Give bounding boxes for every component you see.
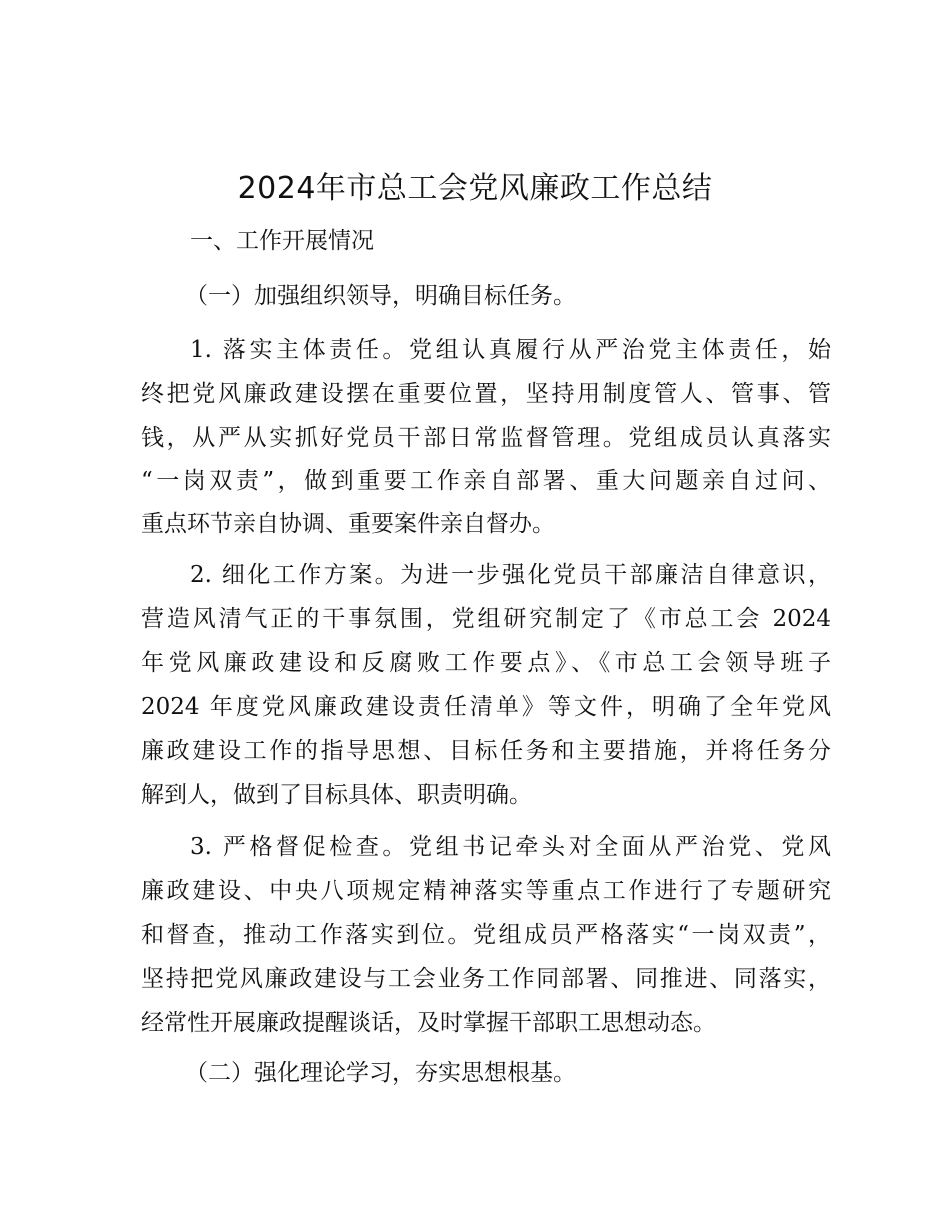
paragraph-line: 终把党风廉政建设摆在重要位置，坚持用制度管人、管事、管 — [141, 381, 831, 407]
paragraph-line: 3. 严格督促检查。党组书记牵头对全面从严治党、党风 — [190, 834, 831, 860]
paragraph-line: 和督查，推动工作落实到位。党组成员严格落实“一岗双责”， — [141, 922, 831, 948]
paragraph-line: 年党风廉政建设和反腐败工作要点》、《市总工会领导班子 — [141, 650, 831, 676]
paragraph-line: 重点环节亲自协调、重要案件亲自督办。 — [141, 511, 555, 537]
section-heading-1: 一、工作开展情况 — [190, 228, 374, 254]
paragraph-line: 钱，从严从实抓好党员干部日常监督管理。党组成员认真落实 — [141, 425, 831, 451]
paragraph-line: 2024 年度党风廉政建设责任清单》等文件，明确了全年党风 — [141, 694, 831, 720]
paragraph-line: 1. 落实主体责任。党组认真履行从严治党主体责任，始 — [190, 337, 831, 363]
paragraph-line: 廉政建设、中央八项规定精神落实等重点工作进行了专题研究 — [141, 878, 831, 904]
document-title: 2024年市总工会党风廉政工作总结 — [237, 171, 713, 206]
paragraph-line: 坚持把党风廉政建设与工会业务工作同部署、同推进、同落实， — [141, 966, 831, 992]
paragraph-line: 营造风清气正的干事氛围，党组研究制定了《市总工会 2024 — [141, 606, 831, 632]
subsection-heading-2: （二）强化理论学习，夯实思想根基。 — [185, 1060, 576, 1086]
paragraph-line: 2. 细化工作方案。为进一步强化党员干部廉洁自律意识， — [190, 562, 831, 588]
subsection-heading-1: （一）加强组织领导，明确目标任务。 — [185, 283, 576, 309]
paragraph-line: 廉政建设工作的指导思想、目标任务和主要措施，并将任务分 — [141, 738, 831, 764]
paragraph-line: 经常性开展廉政提醒谈话，及时掌握干部职工思想动态。 — [141, 1010, 716, 1036]
paragraph-line: “一岗双责”，做到重要工作亲自部署、重大问题亲自过问、 — [141, 468, 831, 494]
paragraph-line: 解到人，做到了目标具体、职责明确。 — [141, 782, 532, 808]
